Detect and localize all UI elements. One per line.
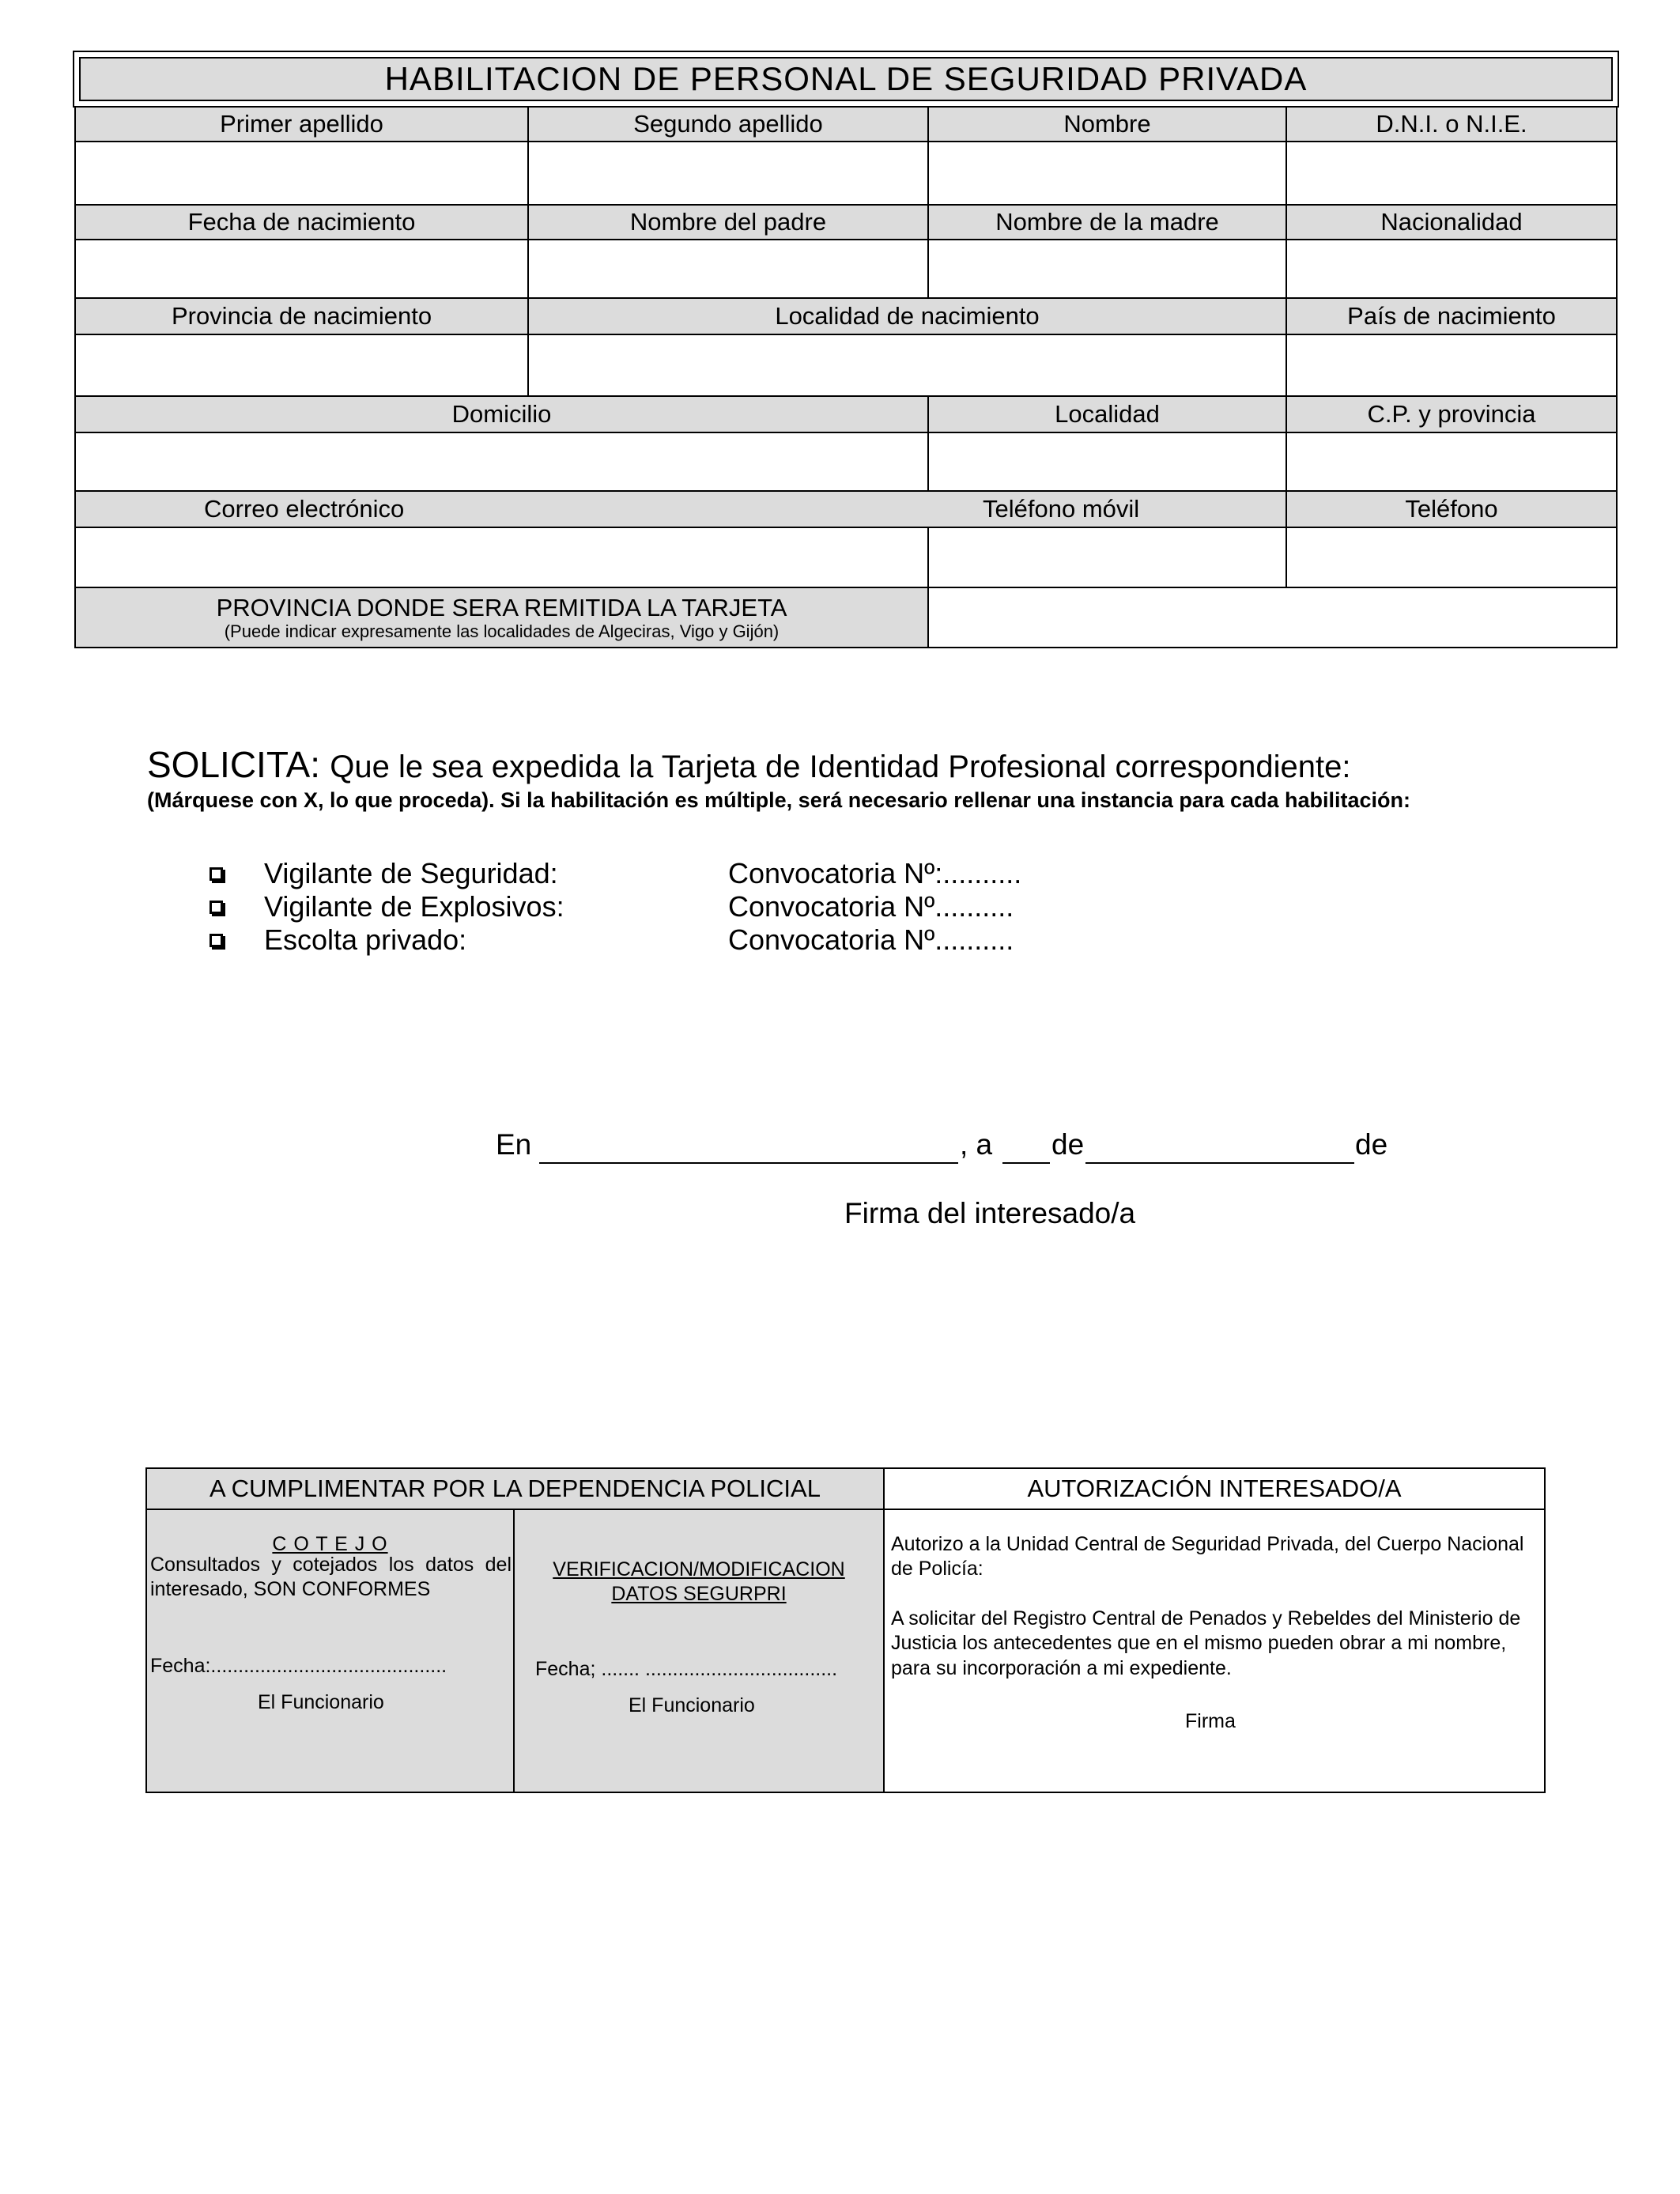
convocatoria-vigilante-explosivos: Convocatoria Nº.......... [728,890,1014,923]
convocatoria-escolta-privado: Convocatoria Nº.......... [728,923,1014,956]
domicilio-field[interactable] [74,432,929,492]
localidad-nacimiento-field[interactable] [527,334,1287,397]
checkbox-escolta-privado[interactable] [210,934,223,947]
provincia-nacimiento-field[interactable] [74,334,529,397]
autorizacion-text-2: A solicitar del Registro Central de Penados y Rebeldes del Ministerio de Justicia los antecedentes que en el mismo pueden obrar a mi nombre, para su incorporación a mi expediente. [891,1607,1521,1679]
office-header-left: A CUMPLIMENTAR POR LA DEPENDENCIA POLICIAL [145,1467,885,1510]
form-title: HABILITACION DE PERSONAL DE SEGURIDAD PRIVADA [79,57,1613,101]
office-header-right: AUTORIZACIÓN INTERESADO/A [883,1467,1546,1510]
label-telefono: Teléfono [1285,490,1618,528]
option-vigilante-seguridad: Vigilante de Seguridad: [264,857,558,889]
label-provincia-nacimiento: Provincia de nacimiento [74,297,529,335]
solicita-note: (Márquese con X, lo que proceda). Si la habilitación es múltiple, será necesario rellenar una instancia para cada habilitación: [147,788,1410,812]
pais-nacimiento-field[interactable] [1285,334,1618,397]
place-line[interactable] [539,1162,958,1164]
firma-interesado: Firma del interesado/a [844,1197,1136,1229]
provincia-tarjeta-title: PROVINCIA DONDE SERA REMITIDA LA TARJETA [216,593,787,621]
cotejo-text: Consultados y cotejados los datos del interesado, SON CONFORMES [150,1554,512,1601]
label-segundo-apellido: Segundo apellido [527,106,929,142]
label-localidad: Localidad [927,395,1287,433]
option-vigilante-explosivos: Vigilante de Explosivos: [264,890,564,923]
nombre-madre-field[interactable] [927,239,1287,299]
verificacion-funcionario: El Funcionario [629,1694,755,1716]
nombre-field[interactable] [927,141,1287,206]
de-label-1: de [1051,1128,1085,1161]
cotejo-title: C O T E J O [272,1533,388,1555]
nombre-padre-field[interactable] [527,239,929,299]
label-localidad-nacimiento: Localidad de nacimiento [527,297,1287,335]
cotejo-fecha: Fecha:........................................... [150,1655,447,1677]
cp-provincia-field[interactable] [1285,432,1618,492]
label-fecha-nacimiento: Fecha de nacimiento [74,204,529,240]
solicita-lead: SOLICITA: [147,744,320,785]
movil-field[interactable] [927,527,1287,588]
label-correo: Correo electrónico [74,490,929,528]
label-primer-apellido: Primer apellido [74,106,529,142]
correo-field[interactable] [74,527,929,588]
label-dni: D.N.I. o N.I.E. [1285,106,1618,142]
label-nombre: Nombre [927,106,1287,142]
checkbox-vigilante-explosivos[interactable] [210,901,223,914]
label-movil: Teléfono móvil [927,490,1287,528]
segundo-apellido-field[interactable] [527,141,929,206]
label-nacionalidad: Nacionalidad [1285,204,1618,240]
primer-apellido-field[interactable] [74,141,529,206]
dni-field[interactable] [1285,141,1618,206]
option-escolta-privado: Escolta privado: [264,923,467,956]
telefono-field[interactable] [1285,527,1618,588]
autorizacion-text-1: Autorizo a la Unidad Central de Seguridad Privada, del Cuerpo Nacional de Policía: [891,1533,1524,1580]
label-nombre-madre: Nombre de la madre [927,204,1287,240]
en-label: En [496,1128,532,1161]
day-line[interactable] [1002,1162,1050,1164]
label-nombre-padre: Nombre del padre [527,204,929,240]
verificacion-fecha: Fecha; ....... ................................... [535,1658,838,1680]
provincia-tarjeta-field[interactable] [927,587,1618,648]
label-pais-nacimiento: País de nacimiento [1285,297,1618,335]
a-label: , a [960,1128,993,1161]
solicita-text: Que le sea expedida la Tarjeta de Identidad Profesional correspondiente: [330,750,1351,784]
autorizacion-cell [883,1509,1546,1793]
solicita-line [147,743,1350,786]
month-line[interactable] [1085,1162,1354,1164]
label-cp-provincia: C.P. y provincia [1285,395,1618,433]
nacionalidad-field[interactable] [1285,239,1618,299]
form-title-box [73,51,1619,108]
cotejo-cell [145,1509,515,1793]
verificacion-cell [513,1509,885,1793]
cotejo-funcionario: El Funcionario [258,1691,384,1713]
localidad-field[interactable] [927,432,1287,492]
checkbox-vigilante-seguridad[interactable] [210,867,223,881]
label-provincia-tarjeta [74,587,929,648]
provincia-tarjeta-note: (Puede indicar expresamente las localidades de Algeciras, Vigo y Gijón) [224,621,780,642]
convocatoria-vigilante-seguridad: Convocatoria Nº:.......... [728,857,1022,889]
autorizacion-firma: Firma [1185,1710,1236,1732]
verificacion-title: VERIFICACION/MODIFICACION DATOS SEGURPRI [553,1558,845,1606]
de-label-2: de [1355,1128,1388,1161]
label-domicilio: Domicilio [74,395,929,433]
fecha-nacimiento-field[interactable] [74,239,529,299]
